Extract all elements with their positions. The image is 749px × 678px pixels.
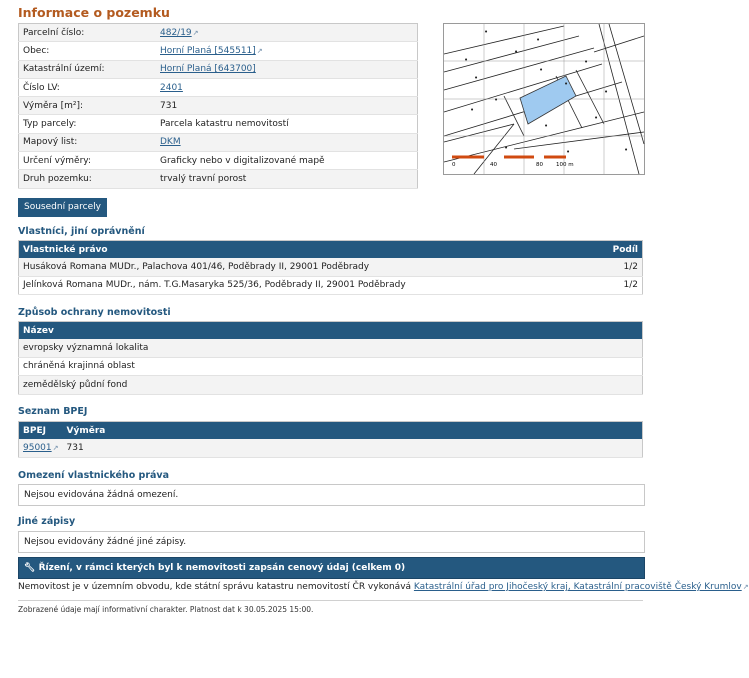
- owner-row: [19, 258, 643, 276]
- svg-text:•: •: [504, 144, 509, 152]
- protection-row: [19, 357, 643, 376]
- owner-name: Husáková Romana MUDr., Palachova 401/46, Poděbrady II, 29001 Poděbrady: [19, 258, 593, 276]
- office-note: [18, 582, 749, 592]
- owner-share: 1/2: [593, 276, 643, 295]
- protection-title: Způsob ochrany nemovitosti: [18, 307, 171, 318]
- external-link-icon: ↗: [742, 583, 749, 591]
- info-label: Parcelní číslo:: [19, 24, 157, 42]
- bpej-title: Seznam BPEJ: [18, 406, 88, 417]
- info-label: Výměra [m²]:: [19, 97, 157, 115]
- protection-row: [19, 339, 643, 357]
- restrictions-text: Nejsou evidována žádná omezení.: [18, 484, 645, 506]
- info-row: [19, 42, 418, 60]
- office-note-text: Nemovitost je v územním obvodu, kde státní správu katastru nemovitostí ČR vykonává: [18, 582, 412, 592]
- divider: [18, 600, 643, 601]
- info-value-cell: [156, 97, 418, 115]
- protection-name: zemědělský půdní fond: [19, 376, 643, 395]
- owners-table: [18, 240, 643, 295]
- svg-text:•: •: [604, 88, 609, 96]
- bpej-col-code: BPEJ: [19, 422, 63, 440]
- info-value-cell: [156, 152, 418, 170]
- parcel-info-table: [18, 23, 418, 189]
- protection-col-name: Název: [19, 322, 643, 340]
- info-row: [19, 170, 418, 188]
- svg-text:•: •: [464, 56, 469, 64]
- info-value: 731: [160, 100, 178, 111]
- info-value-link[interactable]: 2401: [160, 82, 183, 93]
- cadastral-map-drawing: [444, 24, 644, 174]
- bpej-area: 731: [63, 439, 643, 457]
- owner-row: [19, 276, 643, 295]
- svg-text:•: •: [539, 66, 544, 74]
- other-records-text: Nejsou evidovány žádné jiné zápisy.: [18, 531, 645, 553]
- protection-table: [18, 321, 643, 395]
- info-value: trvalý travní porost: [160, 174, 247, 185]
- svg-text:•: •: [566, 148, 571, 156]
- restrictions-title: Omezení vlastnického práva: [18, 470, 170, 481]
- other-records-title: Jiné zápisy: [18, 516, 76, 527]
- svg-text:•: •: [494, 96, 499, 104]
- bpej-code-cell: [19, 439, 63, 457]
- bpej-col-area: Výměra: [63, 422, 643, 440]
- info-label: Určení výměry:: [19, 152, 157, 170]
- info-label: Druh pozemku:: [19, 170, 157, 188]
- svg-text:•: •: [624, 146, 629, 154]
- info-value-link[interactable]: DKM: [160, 137, 181, 148]
- bpej-row: [19, 439, 643, 457]
- wrench-icon: 🔧︎: [24, 563, 36, 573]
- info-value-cell: [156, 24, 418, 42]
- info-label: Mapový list:: [19, 133, 157, 151]
- bpej-table: [18, 421, 643, 458]
- bpej-code-link[interactable]: 95001: [23, 442, 52, 453]
- svg-text:•: •: [544, 122, 549, 130]
- info-value-link[interactable]: 482/19: [160, 27, 192, 38]
- external-link-icon: ↗: [52, 443, 59, 452]
- info-row: [19, 115, 418, 133]
- info-label: Katastrální území:: [19, 60, 157, 78]
- info-value-cell: [156, 42, 418, 60]
- info-row: [19, 60, 418, 78]
- proceedings-toggle[interactable]: [18, 557, 645, 579]
- map-scale-100: 100 m: [556, 162, 574, 168]
- info-row: [19, 97, 418, 115]
- page-title: Informace o pozemku: [18, 5, 170, 20]
- info-value-cell: [156, 60, 418, 78]
- map-scale-0: 0: [452, 162, 456, 168]
- info-row: [19, 152, 418, 170]
- info-value-link[interactable]: Horní Planá [643700]: [160, 64, 256, 75]
- svg-text:•: •: [470, 106, 475, 114]
- cadastral-office-link[interactable]: Katastrální úřad pro Jihočeský kraj, Katastrální pracoviště Český Krumlov: [413, 582, 742, 592]
- info-value-cell: [156, 170, 418, 188]
- owner-name: Jelínková Romana MUDr., nám. T.G.Masaryka 525/36, Poděbrady II, 29001 Poděbrady: [19, 276, 593, 295]
- protection-name: chráněná krajinná oblast: [19, 357, 643, 376]
- owners-title: Vlastníci, jiní oprávnění: [18, 226, 145, 237]
- proceedings-label: Řízení, v rámci kterých byl k nemovitosti zapsán cenový údaj (celkem 0): [38, 563, 406, 573]
- info-value-cell: [156, 78, 418, 96]
- parcel-map[interactable]: [443, 23, 645, 175]
- protection-row: [19, 376, 643, 395]
- validity-footer: Zobrazené údaje mají informativní charakter. Platnost dat k 30.05.2025 15:00.: [18, 605, 314, 614]
- info-value-link[interactable]: Horní Planá [545511]: [160, 45, 256, 56]
- map-scale-40: 40: [490, 162, 497, 168]
- map-scale-80: 80: [536, 162, 543, 168]
- info-label: Obec:: [19, 42, 157, 60]
- svg-text:•: •: [514, 48, 519, 56]
- info-value: Parcela katastru nemovitostí: [160, 119, 289, 130]
- external-link-icon: ↗: [256, 46, 263, 55]
- external-link-icon: ↗: [192, 28, 199, 37]
- owners-col-share: Podíl: [593, 241, 643, 259]
- owner-share: 1/2: [593, 258, 643, 276]
- info-row: [19, 133, 418, 151]
- owners-col-right: Vlastnické právo: [19, 241, 593, 259]
- info-label: Typ parcely:: [19, 115, 157, 133]
- svg-text:•: •: [536, 36, 541, 44]
- info-value-cell: [156, 133, 418, 151]
- svg-text:•: •: [564, 80, 569, 88]
- info-row: [19, 24, 418, 42]
- svg-text:•: •: [484, 28, 489, 36]
- info-row: [19, 78, 418, 96]
- info-value-cell: [156, 115, 418, 133]
- info-value: Graficky nebo v digitalizované mapě: [160, 155, 325, 166]
- protection-name: evropsky významná lokalita: [19, 339, 643, 357]
- info-label: Číslo LV:: [19, 78, 157, 96]
- svg-text:•: •: [594, 114, 599, 122]
- svg-text:•: •: [474, 74, 479, 82]
- svg-text:•: •: [584, 58, 589, 66]
- neighbor-parcels-button[interactable]: Sousední parcely: [18, 198, 107, 217]
